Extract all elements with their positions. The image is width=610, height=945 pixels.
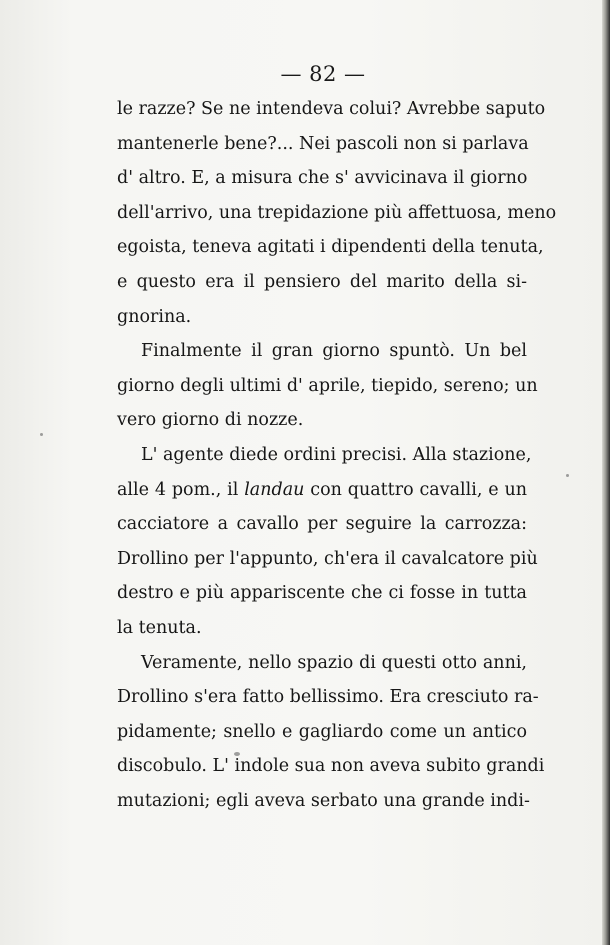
- text-line: pidamente; snello e gagliardo come un antico: [117, 721, 527, 742]
- paragraph-start-line: L' agente diede ordini precisi. Alla stazione,: [141, 444, 532, 465]
- text-line: egoista, teneva agitati i dipendenti della tenuta,: [117, 237, 544, 258]
- text-line: le razze? Se ne intendeva colui? Avrebbe saputo: [117, 99, 546, 119]
- paper-speck: [234, 752, 240, 756]
- body-text: [117, 92, 557, 818]
- paragraph-start-line: Finalmente il gran giorno spuntò. Un bel: [141, 341, 527, 362]
- text-line: la tenuta.: [117, 617, 202, 638]
- paper-speck: [40, 433, 43, 436]
- text-line-with-italic: [117, 473, 527, 508]
- text-line: discobulo. L' indole sua non aveva subito grandi: [117, 756, 545, 777]
- text-line: vero giorno di nozze.: [117, 410, 304, 431]
- text-line: gnorina.: [117, 306, 192, 327]
- text-line: d' altro. E, a misura che s' avvicinava il giorno: [117, 168, 528, 189]
- text-line: Drollino per l'appunto, ch'era il cavalcatore più: [117, 548, 538, 569]
- text-line: e questo era il pensiero del marito della si-: [117, 271, 527, 292]
- text-fragment: con quattro cavalli, e un: [304, 479, 527, 500]
- text-line: mutazioni; egli aveva serbato una grande indi-: [117, 790, 530, 811]
- text-line: dell'arrivo, una trepidazione più affettuosa, meno: [117, 202, 557, 223]
- paragraph-start-line: Veramente, nello spazio di questi otto anni,: [141, 652, 527, 673]
- page-number: — 82 —: [280, 62, 366, 86]
- italic-word: landau: [244, 479, 305, 500]
- text-line: Drollino s'era fatto bellissimo. Era cresciuto ra-: [117, 687, 539, 708]
- text-line: giorno degli ultimi d' aprile, tiepido, sereno; un: [117, 375, 538, 396]
- text-line: cacciatore a cavallo per seguire la carrozza:: [117, 514, 527, 535]
- text-line: mantenerle bene?... Nei pascoli non si parlava: [117, 133, 529, 154]
- text-line: destro e più appariscente che ci fosse in tutta: [117, 583, 527, 604]
- text-fragment: alle 4 pom., il: [117, 479, 245, 500]
- paper-speck: [566, 474, 569, 477]
- book-binding-edge: [602, 0, 610, 945]
